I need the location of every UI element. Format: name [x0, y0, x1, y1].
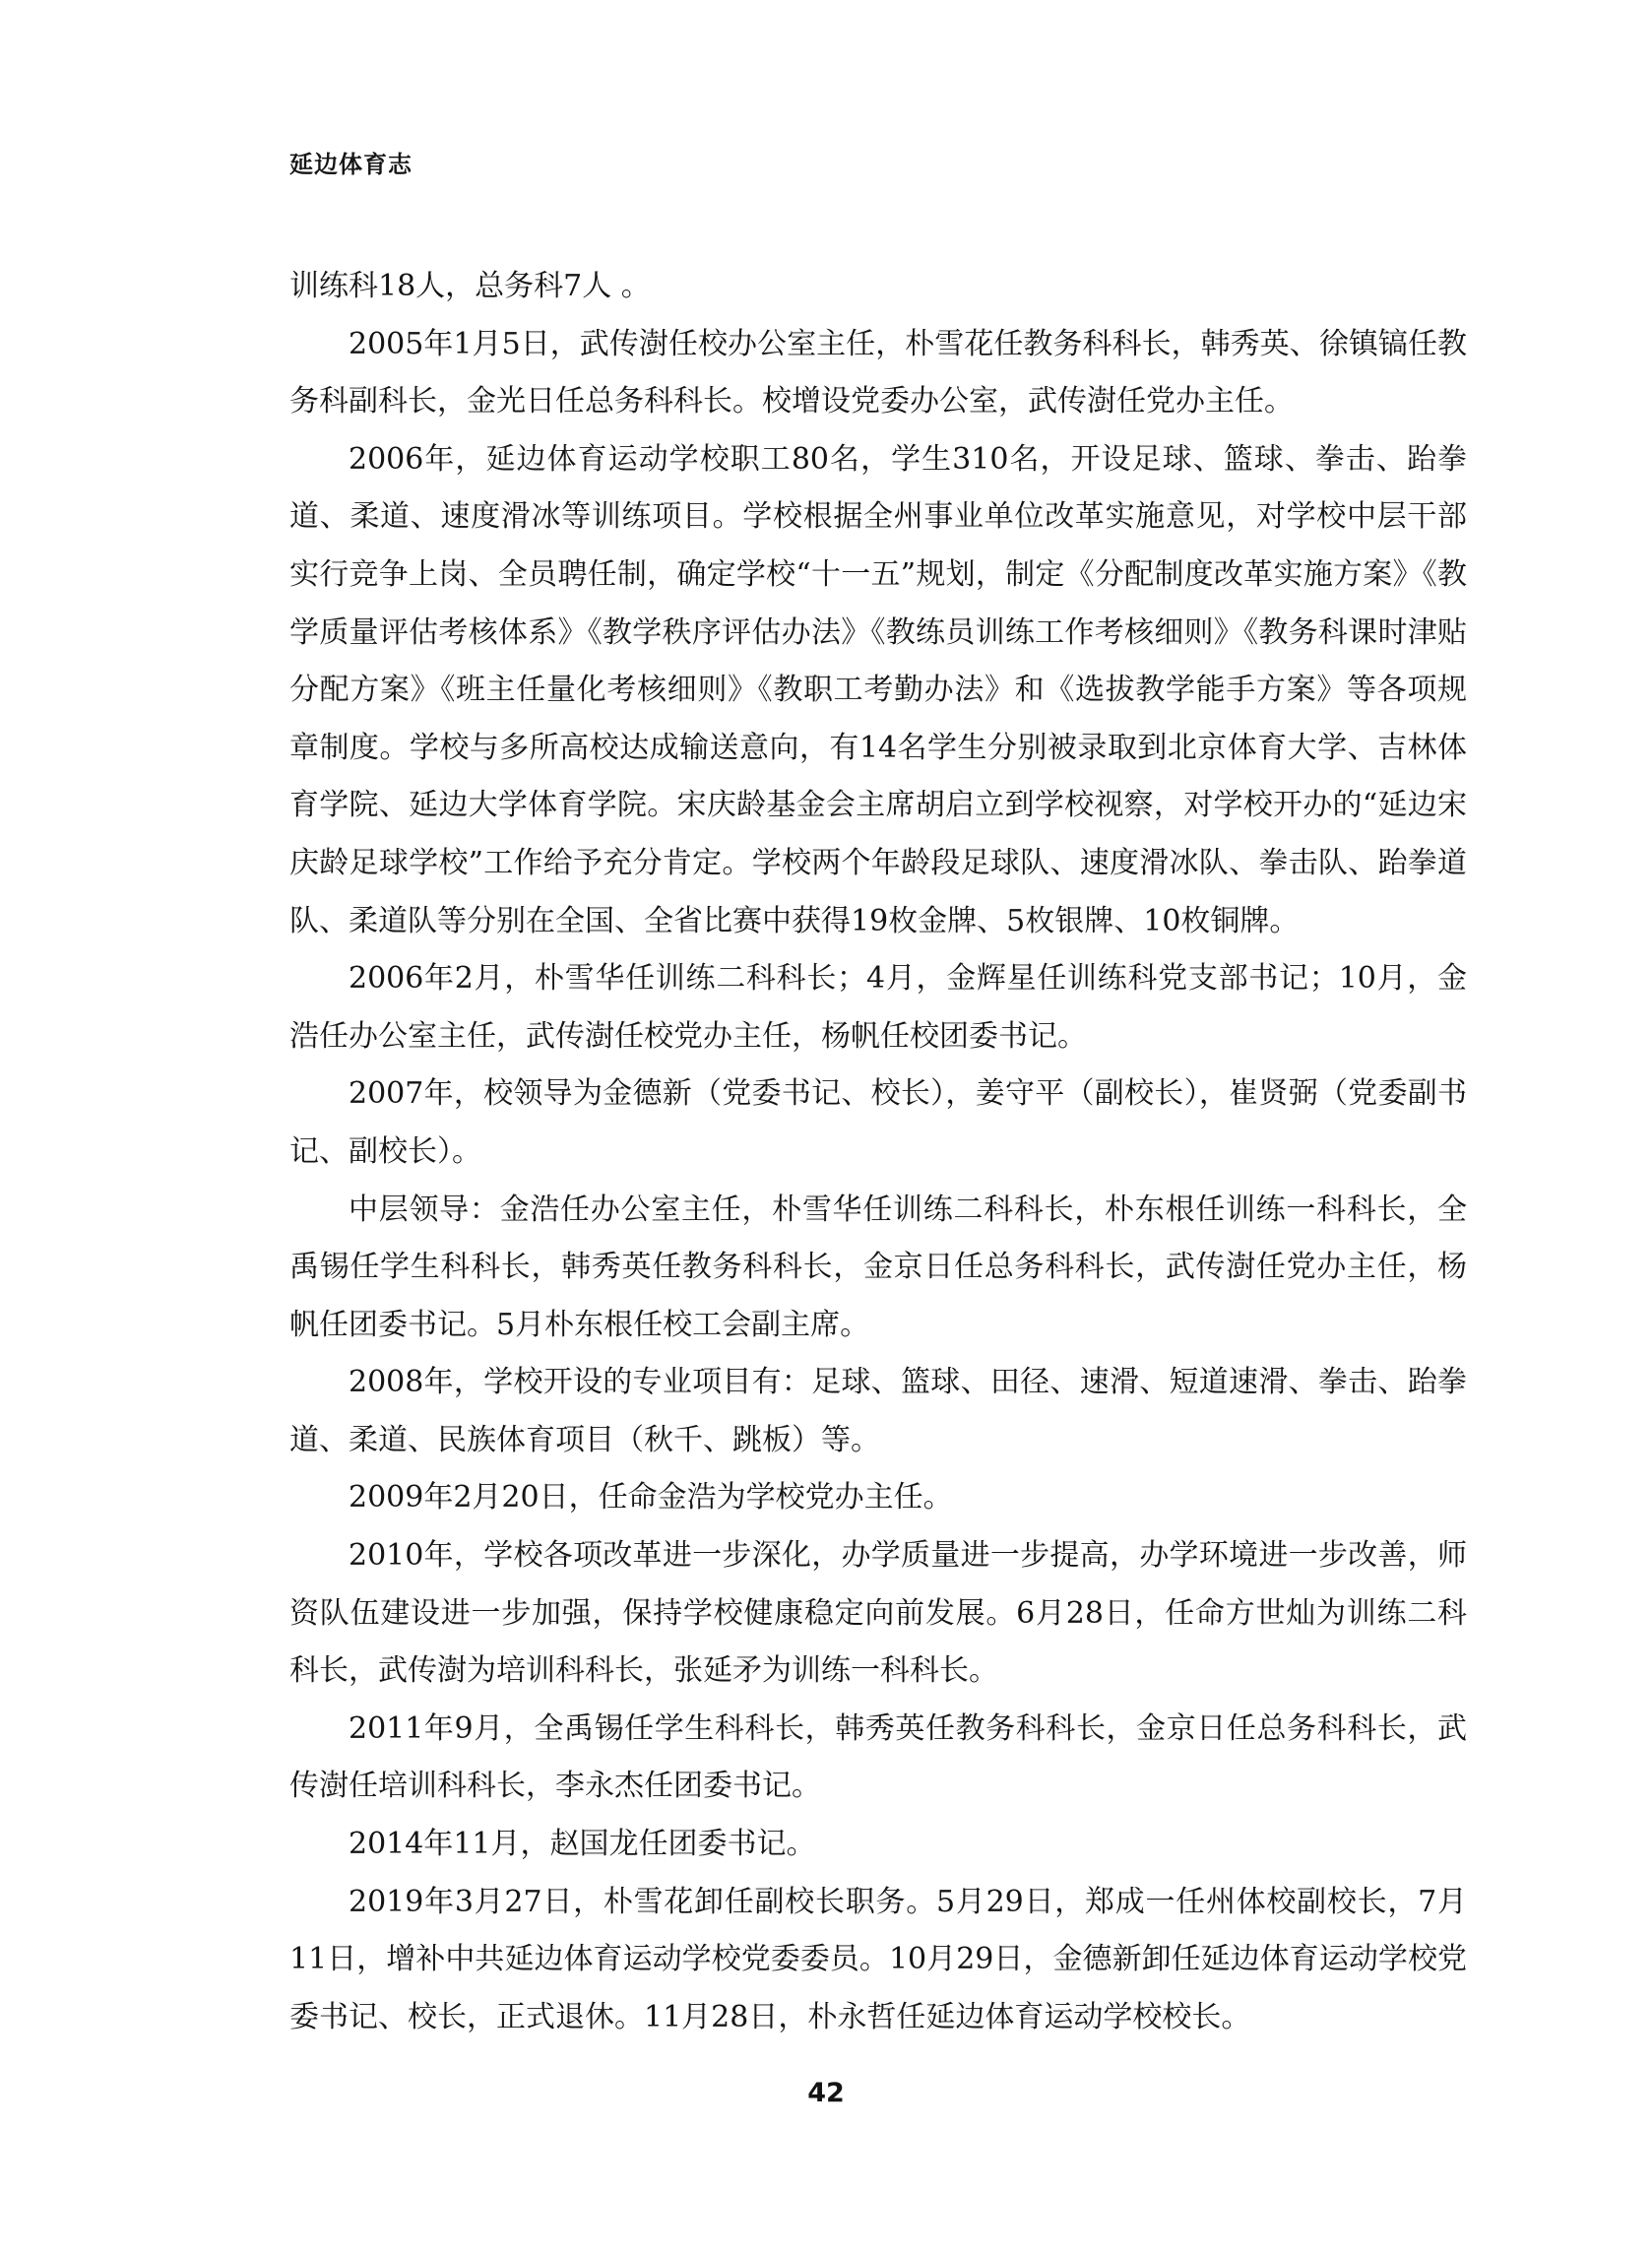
page-number: 42	[807, 2078, 845, 2108]
paragraph: 2011年9月，全禹锡任学生科科长，韩秀英任教务科科长，金京日任总务科科长，武传澍任培训科科长，李永杰任团委书记。	[289, 1710, 1467, 1804]
body-text	[289, 258, 1467, 2046]
paragraph: 2006年，延边体育运动学校职工80名，学生310名，开设足球、篮球、拳击、跆拳道、柔道、速度滑冰等训练项目。学校根据全州事业单位改革实施意见，对学校中层干部实行竞争上岗、全员聘任制，确定学校“十一五”规划，制定《分配制度改革实施方案》《教学质量评估考核体系》《教学秩序评估办法》《教练员训练工作考核细则》《教务科课时津贴分配方案》《班主任量化考核细则》《教职工考勤办法》和《选拔教学能手方案》等各项规章制度。学校与多所高校达成输送意向，有14名学生分别被录取到北京体育大学、吉林体育学院、延边大学体育学院。宋庆龄基金会主席胡启立到学校视察，对学校开办的“延边宋庆龄足球学校”工作给予充分肯定。学校两个年龄段足球队、速度滑冰队、拳击队、跆拳道队、柔道队等分别在全国、全省比赛中获得19枚金牌、5枚银牌、10枚铜牌。	[289, 441, 1467, 938]
paragraph: 训练科18人，总务科7人 。	[289, 269, 651, 303]
paragraph: 2008年，学校开设的专业项目有：足球、篮球、田径、速滑、短道速滑、拳击、跆拳道、柔道、民族体育项目（秋千、跳板）等。	[289, 1365, 1467, 1457]
paragraph: 2005年1月5日，武传澍任校办公室主任，朴雪花任教务科科长，韩秀英、徐镇镐任教务科副科长，金光日任总务科科长。校增设党委办公室，武传澍任党办主任。	[289, 326, 1467, 419]
paragraph: 中层领导：金浩任办公室主任，朴雪华任训练二科科长，朴东根任训练一科科长，全禹锡任学生科科长，韩秀英任教务科科长，金京日任总务科科长，武传澍任党办主任，杨帆任团委书记。5月朴东根任校工会副主席。	[289, 1192, 1467, 1342]
paragraph: 2006年2月，朴雪华任训练二科科长；4月，金辉星任训练科党支部书记；10月，金浩任办公室主任，武传澍任校党办主任，杨帆任校团委书记。	[289, 961, 1467, 1054]
running-header: 延边体育志	[289, 151, 413, 178]
paragraph: 2014年11月，赵国龙任团委书记。	[349, 1827, 816, 1862]
paragraph: 2019年3月27日，朴雪花卸任副校长职务。5月29日，郑成一任州体校副校长，7月11日，增补中共延边体育运动学校党委委员。10月29日，金德新卸任延边体育运动学校党委书记、校长，正式退休。11月28日，朴永哲任延边体育运动学校校长。	[289, 1884, 1467, 2034]
paragraph: 2007年，校领导为金德新（党委书记、校长），姜守平（副校长），崔贤弼（党委副书记、副校长）。	[289, 1076, 1467, 1169]
paragraph: 2009年2月20日，任命金浩为学校党办主任。	[349, 1480, 953, 1515]
paragraph: 2010年，学校各项改革进一步深化，办学质量进一步提高，办学环境进一步改善，师资队伍建设进一步加强，保持学校健康稳定向前发展。6月28日，任命方世灿为训练二科科长，武传澍为培训科科长，张延矛为训练一科科长。	[289, 1538, 1467, 1689]
